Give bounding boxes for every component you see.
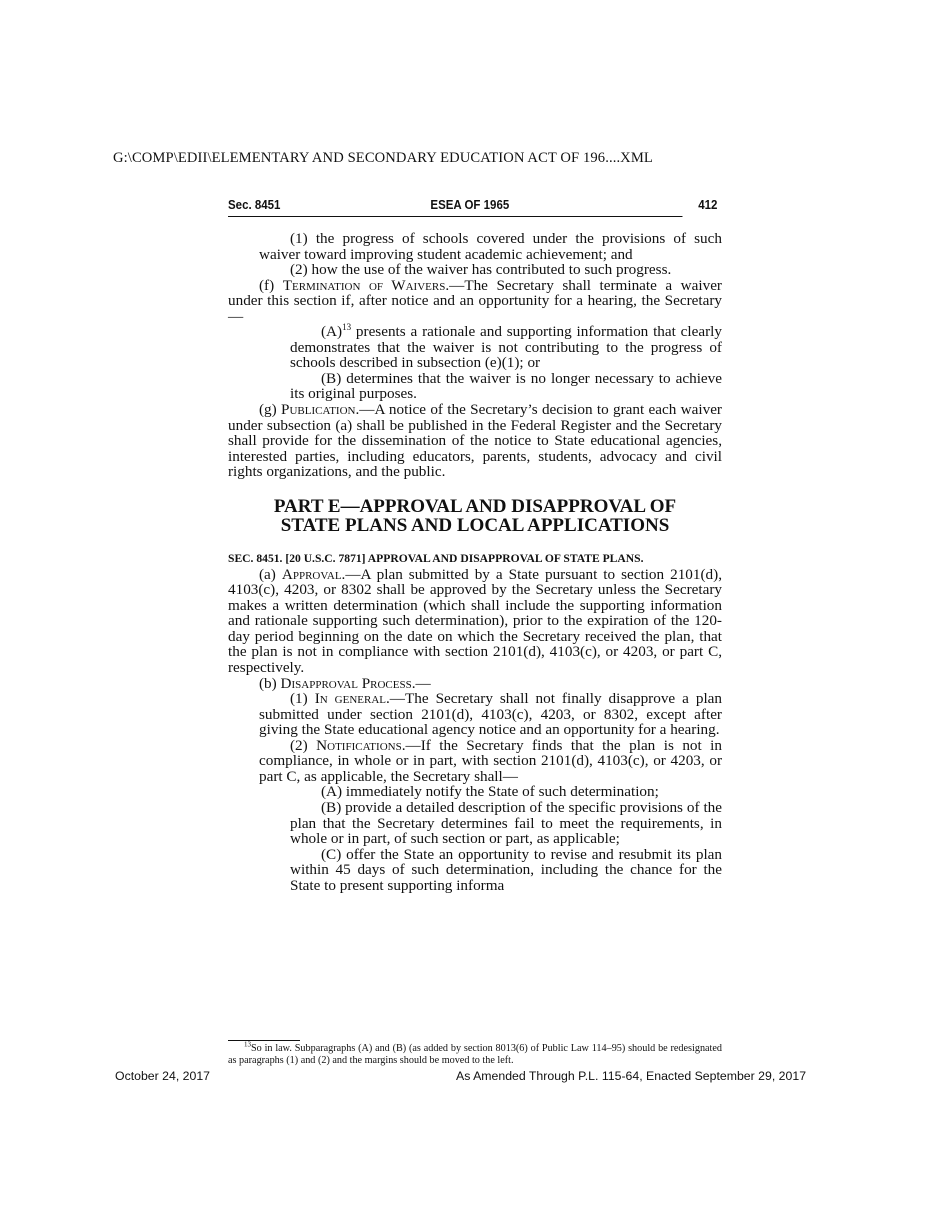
paragraph-f-a-prefix: (A) (321, 323, 343, 341)
paragraph-b1-label: In general (314, 690, 386, 708)
paragraph-b1 (228, 691, 722, 738)
paragraph-b2-label: Notifications (316, 736, 402, 754)
paragraph-e1: (1) the progress of schools covered under the provisions of such waiver toward improving student academic achievement; and (259, 230, 722, 263)
part-title-line2: STATE PLANS AND LOCAL APPLICATIONS (280, 514, 670, 536)
paragraph-e2: (2) how the use of the waiver has contributed to such progress. (290, 261, 672, 279)
part-title (228, 497, 722, 535)
footnote-divider (228, 1040, 300, 1041)
paragraph-g (228, 402, 722, 480)
footnote-ref: 13 (342, 322, 352, 333)
paragraph-f-a (228, 324, 722, 371)
header-title: ESEA OF 1965 (430, 198, 510, 212)
footer-date: October 24, 2017 (115, 1069, 211, 1083)
footnote (228, 1040, 722, 1066)
document-body (228, 231, 722, 893)
paragraph-g-prefix: (g) (259, 401, 282, 419)
paragraph-f-text: .—The Secretary shall terminate a waiver under this section if, after notice and an opportunity for a hearing, the Secretary— (228, 276, 722, 325)
footnote-number: 13 (244, 1040, 251, 1049)
paragraph-g-label: Publication (281, 401, 356, 419)
footer-amended-note: As Amended Through P.L. 115-64, Enacted September 29, 2017 (456, 1069, 807, 1083)
paragraph-b2-b: (B) provide a detailed description of the specific provisions of the plan that the Secretary determines fail to meet the requirements, in whole or in part, of such section or part, as applicable; (290, 798, 722, 848)
paragraph-b-text: .— (411, 674, 431, 692)
paragraph-b1-text: .—The Secretary shall not finally disapprove a plan submitted under section 2101(d), 4103(c), 4203, or 8302, except after giving the State educational agency notice and an opportunity for a hearing. (259, 690, 723, 739)
file-path: G:\COMP\EDII\ELEMENTARY AND SECONDARY EDUCATION ACT OF 196....XML (113, 150, 653, 166)
header-page-number: 412 (698, 198, 718, 212)
paragraph-b1-prefix: (1) (290, 690, 315, 708)
paragraph-b (228, 676, 722, 692)
paragraph-a-text: .—A plan submitted by a State pursuant to section 2101(d), 4103(c), 4203, or 8302 shall be approved by the Secretary unless the Secretary makes a written determination (which shall include the supporting information and rationale supporting such determination), prior to the expiration of the 120-day period beginning on the date on which the Secretary received the plan, that the plan is not in compliance with section 2101(d), 4103(c), or 4203, or part C, respectively. (228, 565, 722, 677)
paragraph-f (228, 278, 722, 325)
paragraph-a (228, 567, 722, 676)
paragraph-b2-a: (A) immediately notify the State of such determination; (321, 783, 659, 801)
paragraph-f-prefix: (f) (259, 276, 283, 294)
paragraph-b-label: Disapproval Process (280, 674, 412, 692)
footnote-text: So in law. Subparagraphs (A) and (B) (as added by section 8013(6) of Public Law 114–95) should be redesignated as paragraphs (1) and (2) and the margins should be moved to the left. (228, 1043, 722, 1066)
paragraph-a-prefix: (a) (259, 565, 282, 583)
part-title-line1: PART E—APPROVAL AND DISAPPROVAL OF (273, 495, 677, 517)
header-section: Sec. 8451 (228, 198, 281, 212)
paragraph-b-prefix: (b) (259, 674, 281, 692)
paragraph-b2 (228, 738, 722, 785)
paragraph-b2-c: (C) offer the State an opportunity to revise and resubmit its plan within 45 days of such determination, including the chance for the State to present supporting informa (290, 845, 722, 894)
paragraph-a-label: Approval (281, 565, 342, 583)
paragraph-f-label: Termination of Waivers (282, 276, 446, 294)
paragraph-f-b: (B) determines that the waiver is no longer necessary to achieve its original purposes. (290, 369, 722, 403)
paragraph-f-a-text: presents a rationale and supporting information that clearly demonstrates that the waiver is not contributing to the progress of schools described in subsection (e)(1); or (290, 323, 722, 372)
section-heading: SEC. 8451. [20 U.S.C. 7871] APPROVAL AND DISAPPROVAL OF STATE PLANS. (228, 551, 644, 565)
paragraph-g-text: .—A notice of the Secretary’s decision to grant each waiver under subsection (a) shall be published in the Federal Register and the Secretary shall provide for the dissemination of the notice to State educational agencies, interested parties, including educators, parents, students, advocacy and civil rights organizations, and the public. (228, 401, 722, 481)
paragraph-b2-prefix: (2) (290, 736, 317, 754)
paragraph-b2-text: .—If the Secretary finds that the plan is not in compliance, in whole or in part, with section 2101(d), 4103(c), or 4203, or part C, as applicable, the Secretary shall— (259, 736, 722, 785)
running-header (228, 198, 718, 217)
